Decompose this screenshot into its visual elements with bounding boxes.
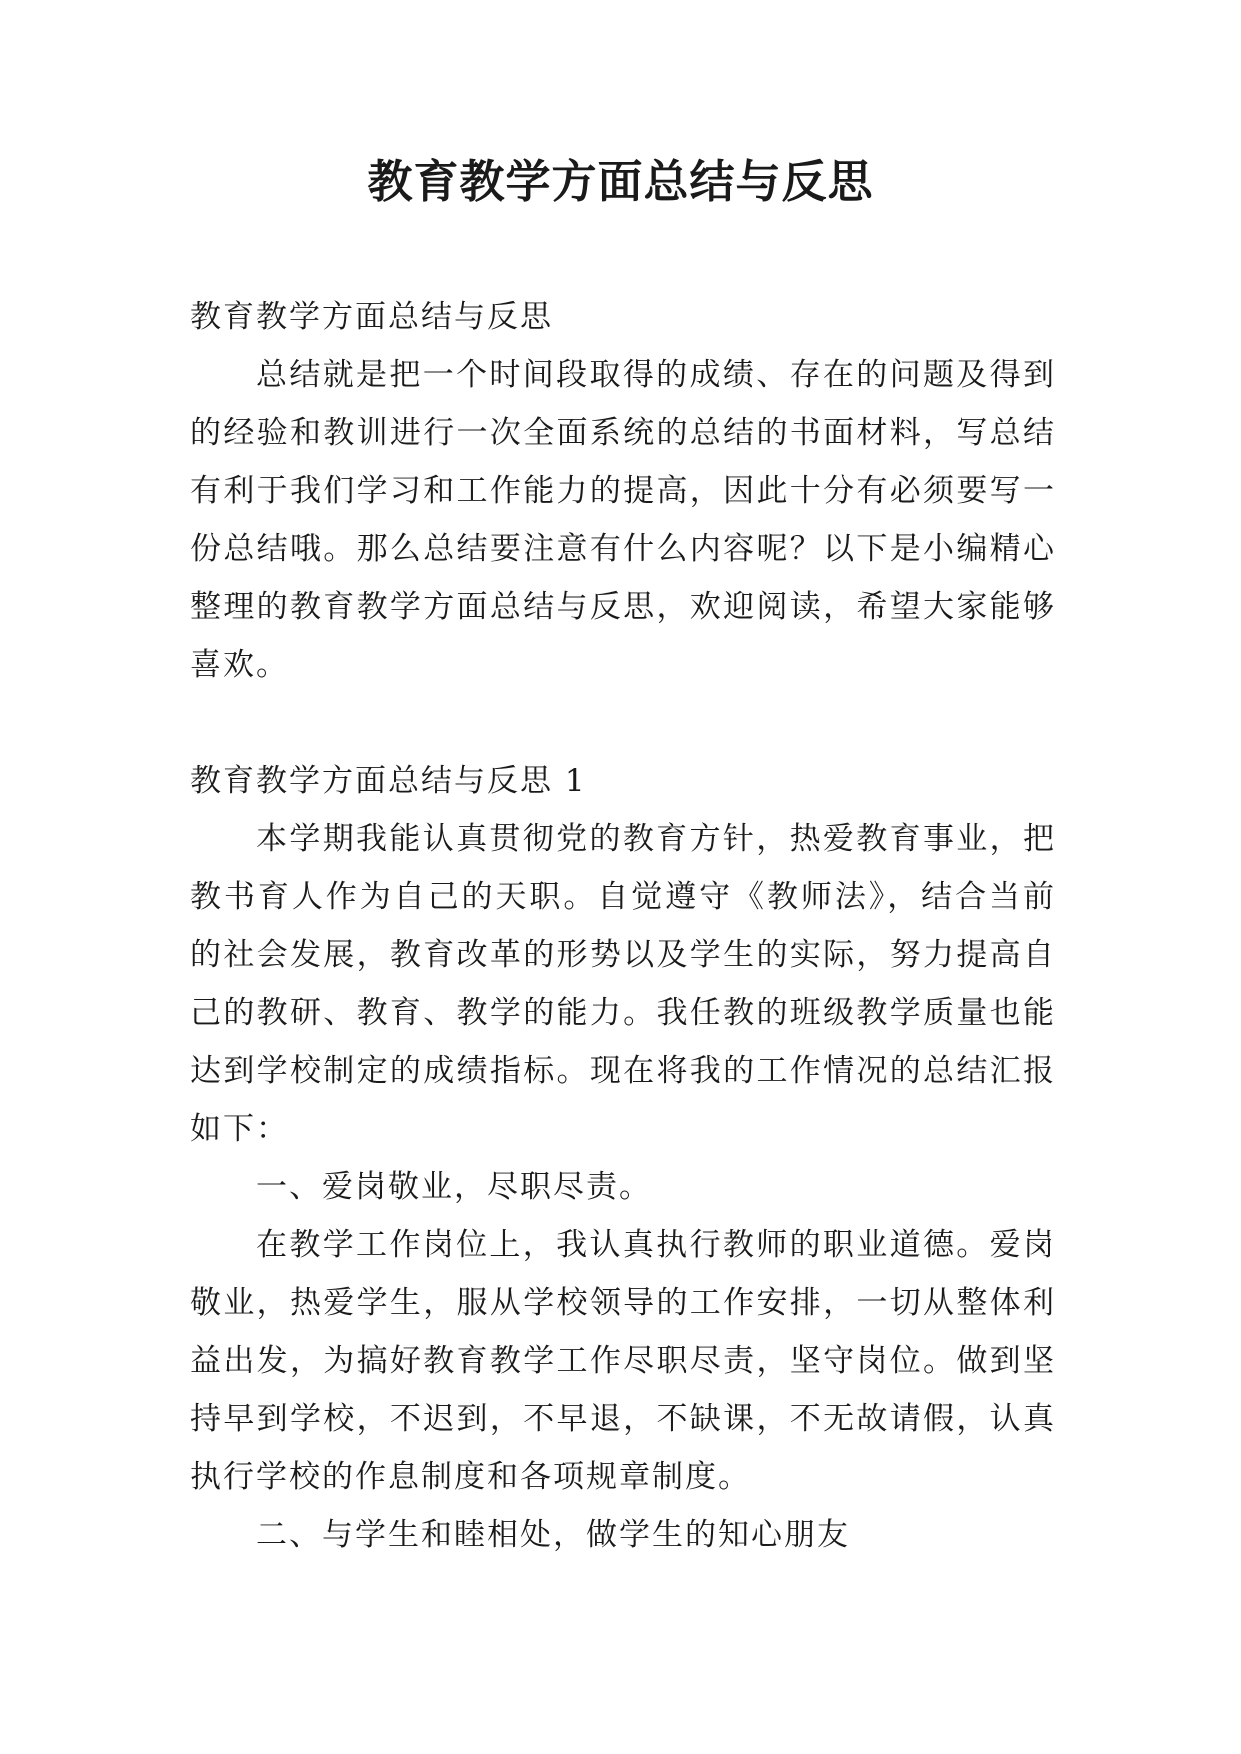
section1-heading: 教育教学方面总结与反思 1	[190, 763, 587, 799]
document-body	[190, 288, 1056, 1564]
point1-paragraph: 在教学工作岗位上，我认真执行教师的职业道德。爱岗敬业，热爱学生，服从学校领导的工作安排，一切从整体利益出发，为搞好教育教学工作尽职尽责，坚守岗位。做到坚持早到学校，不迟到，不早退，不缺课，不无故请假，认真执行学校的作息制度和各项规章制度。	[190, 1227, 1056, 1495]
point2-heading: 二、与学生和睦相处，做学生的知心朋友	[256, 1517, 850, 1553]
point1-heading: 一、爱岗敬业，尽职尽责。	[256, 1169, 652, 1205]
section-spacer	[190, 694, 1056, 752]
intro-heading: 教育教学方面总结与反思	[190, 299, 553, 335]
intro-paragraph: 总结就是把一个时间段取得的成绩、存在的问题及得到的经验和教训进行一次全面系统的总结的书面材料，写总结有利于我们学习和工作能力的提高，因此十分有必须要写一份总结哦。那么总结要注意有什么内容呢？以下是小编精心整理的教育教学方面总结与反思，欢迎阅读，希望大家能够喜欢。	[190, 357, 1056, 683]
document-title: 教育教学方面总结与反思	[367, 155, 874, 208]
section1-paragraph: 本学期我能认真贯彻党的教育方针，热爱教育事业，把教书育人作为自己的天职。自觉遵守《教师法》，结合当前的社会发展，教育改革的形势以及学生的实际，努力提高自己的教研、教育、教学的能力。我任教的班级教学质量也能达到学校制定的成绩指标。现在将我的工作情况的总结汇报如下：	[190, 821, 1056, 1147]
